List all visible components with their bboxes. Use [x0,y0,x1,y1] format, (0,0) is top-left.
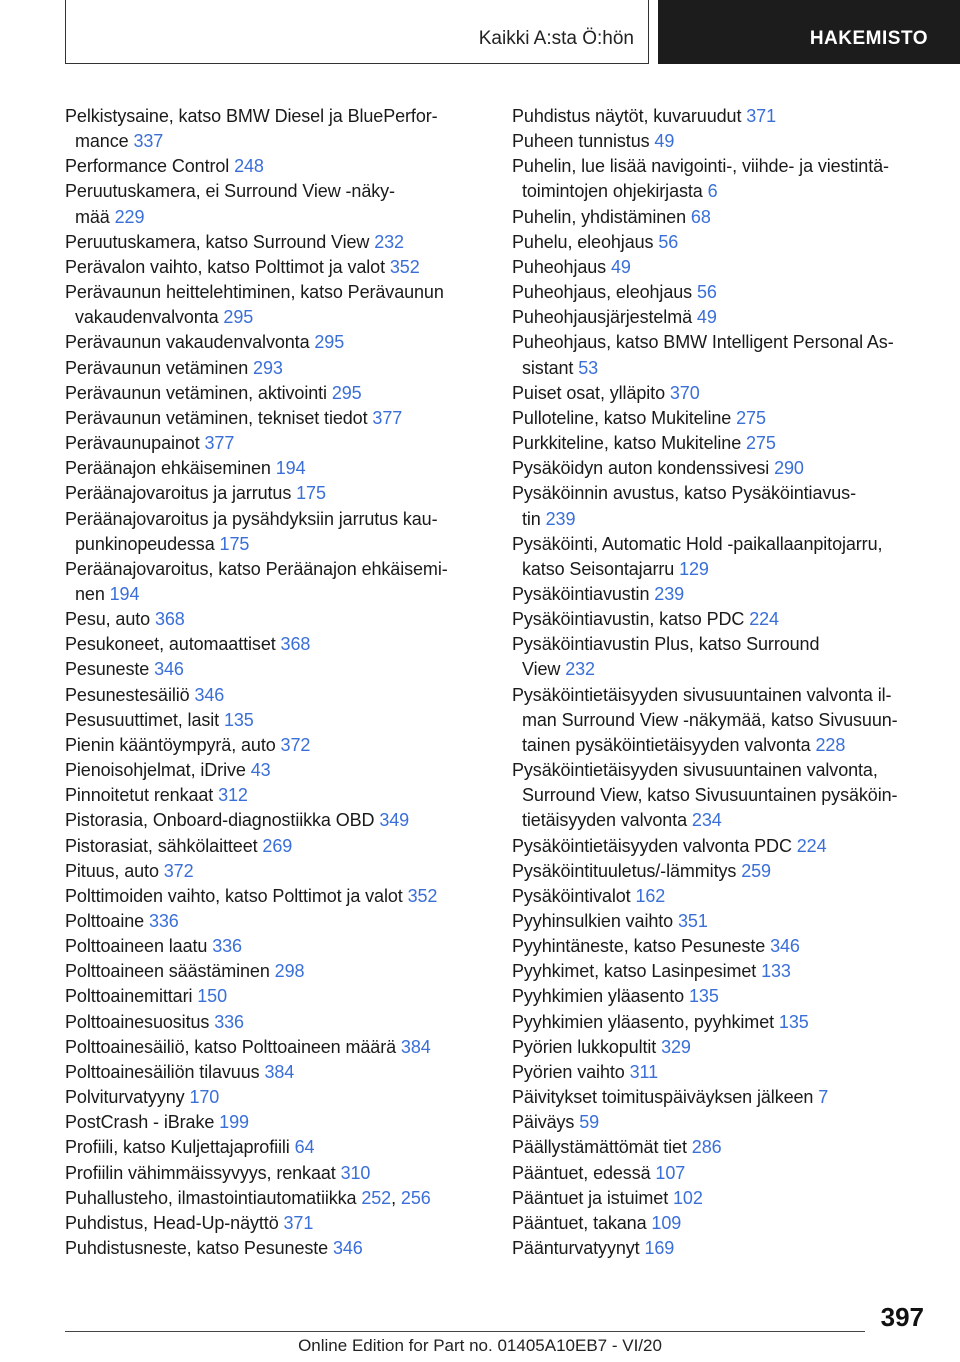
page-link[interactable]: 175 [296,483,326,504]
page-link[interactable]: 169 [644,1238,675,1259]
index-entry-term: Perävaunupainot [65,433,205,454]
page-link[interactable]: 229 [114,206,145,227]
index-entry [65,632,480,657]
index-entry [65,1211,480,1236]
index-entry-term: Pyyhkimien yläasento [512,986,689,1007]
page-link[interactable]: 7 [818,1087,829,1108]
index-entry-term: Pituus, auto [65,860,164,881]
index-entry [65,230,480,255]
index-entry-term: Pysäköintietäisyyden sivusuuntainen valvonta, Surround View, katso Sivusuuntainen pysäköin- tietäisyyden valvonta [512,760,898,831]
index-entry-term: Peräänajovaroitus, katso Peräänajon ehkäisemi- nen [65,558,448,604]
index-entry-term: Päänturvatyynyt [512,1238,645,1259]
index-entry-term: Päivitykset toimituspäiväyksen jälkeen [512,1087,819,1108]
page-link[interactable]: 109 [651,1212,682,1233]
page-link[interactable]: 107 [655,1162,686,1183]
footer-divider [65,1331,865,1332]
index-entry-term: Polttoaineen laatu [65,936,213,957]
index-entry [512,1010,932,1035]
index-entry [512,984,932,1009]
index-entry-term: Perävalon vaihto, katso Polttimot ja valot [65,256,390,277]
index-tab-label: HAKEMISTO [809,28,928,49]
index-entry-term: Puiset osat, ylläpito [512,382,670,403]
page-link[interactable]: 53 [578,357,599,378]
index-entry [65,154,480,179]
index-entry-term: Pysäköintituuletus/-lämmitys [512,860,742,881]
index-entry [65,859,480,884]
index-entry-term: Perävaunun vetäminen [65,357,254,378]
page-link[interactable]: 49 [610,256,631,277]
index-entry [65,758,480,783]
index-entry-term: Puhelu, eleohjaus [512,231,659,252]
index-entry [512,406,932,431]
index-entry [512,607,932,632]
index-entry [65,456,480,481]
index-entry [65,280,480,330]
index-entry [65,1010,480,1035]
page-link[interactable]: 129 [679,558,709,579]
section-tab-label: Kaikki A:sta Ö:hön [478,28,634,49]
index-entry-term: Peräänajon ehkäiseminen [65,458,276,479]
page-link[interactable]: 346 [194,684,225,705]
index-entry-term: Polttoainesäiliö, katso Polttoaineen määrä [65,1036,401,1057]
index-entry [512,481,932,531]
index-entry-term: Pysäköintietäisyyden valvonta PDC [512,835,797,856]
index-entry: Puhallusteho, ilmastointiautomatiikka 252, 256 [65,1187,431,1208]
page-link[interactable]: 295 [331,382,362,403]
index-entry [65,255,480,280]
index-entry-term: Pyyhintäneste, katso Pesuneste [512,936,771,957]
page-link[interactable]: 135 [223,709,254,730]
index-entry [65,381,480,406]
page-link[interactable]: 135 [689,986,719,1007]
index-entry [512,431,932,456]
page-link[interactable]: 239 [654,583,685,604]
index-entry [512,1035,932,1060]
index-entry [65,783,480,808]
index-entry [512,205,932,230]
page-link[interactable]: 377 [372,407,403,428]
index-entry-term: Puhelin, yhdistäminen [512,206,691,227]
page-link[interactable]: 295 [314,332,345,353]
page-link[interactable]: 6 [707,181,718,202]
index-entry-term: Pysäköinti, Automatic Hold -paikallaanpitojarru, katso Seisontajarru [512,533,883,579]
index-entry-term: Pysäköidyn auton kondenssivesi [512,458,775,479]
index-entry [512,1060,932,1085]
index-entry-term: Puhdistus näytöt, kuvaruudut [512,106,747,126]
index-entry [65,808,480,833]
page-link[interactable]: 352 [407,885,438,906]
index-entry-term: Pesuneste [65,659,155,680]
index-entry [512,532,932,582]
index-entry [65,708,480,733]
page-link[interactable]: 337 [133,131,164,152]
page-link[interactable]: 346 [770,936,800,957]
page-link[interactable]: 311 [629,1061,658,1082]
page-link[interactable]: 372 [163,860,194,881]
index-entry-term: Peräänajovaroitus ja jarrutus [65,483,297,504]
index-entry [65,959,480,984]
index-entry [512,104,932,129]
index-entry [65,1085,480,1110]
page-link[interactable]: 377 [204,433,235,454]
index-entry-term: Pääntuet, edessä [512,1162,656,1183]
index-entry-term: Pysäköintivalot [512,885,636,906]
index-entry [65,1236,480,1261]
index-entry [65,330,480,355]
index-column-left [65,104,480,1261]
page-link[interactable]: 68 [690,206,711,227]
index-entry-term: Pääntuet ja istuimet [512,1187,673,1208]
index-entry-term: Puhelin, lue lisää navigointi-, viihde- ja viestintä- toimintojen ohjekirjasta [512,156,889,202]
index-entry [512,330,932,380]
page-link[interactable]: 239 [545,508,576,529]
index-entry-term: Perävaunun vakaudenvalvonta [65,332,315,353]
index-entry-term: Peruutuskamera, katso Surround View [65,231,375,252]
index-entry [512,129,932,154]
index-entry [512,582,932,607]
page-link[interactable]: 49 [654,131,675,152]
index-entry-term: Puheohjaus, eleohjaus [512,282,697,303]
index-entry-term: Pääntuet, takana [512,1212,652,1233]
index-entry [512,255,932,280]
page-link[interactable]: 43 [250,760,271,781]
index-entry-term: Perävaunun heittelehtiminen, katso Perävaunun vakaudenvalvonta [65,282,444,328]
index-entry [65,1135,480,1160]
page-link[interactable]: 228 [815,734,846,755]
index-entry [65,607,480,632]
index-entry [512,934,932,959]
index-entry [512,1135,932,1160]
index-entry-term: Pistorasia, Onboard-diagnostiikka OBD [65,810,380,831]
page-link[interactable]: 194 [109,583,140,604]
index-entry-term: Pyyhkimien yläasento, pyyhkimet [512,1011,779,1032]
index-entry [512,859,932,884]
index-entry-term: Peräänajovaroitus ja pysähdyksiin jarrutus kau- punkinopeudessa [65,508,438,554]
index-entry [512,884,932,909]
index-entry-term: Päällystämättömät tiet [512,1137,692,1158]
index-entry-term: Puhdistusneste, katso Pesuneste [65,1238,333,1259]
page-link[interactable]: 346 [332,1238,363,1259]
index-entry-term: Pienin kääntöympyrä, auto [65,734,281,755]
index-entry [512,909,932,934]
index-entry [512,959,932,984]
page-link[interactable]: 252 [361,1187,392,1208]
page-link[interactable]: 310 [340,1162,371,1183]
index-entry-term: Pysäköintietäisyyden sivusuuntainen valvonta il- man Surround View -näkymää, katso Sivusuun- tainen pysäköintietäisyyden valvonta [512,684,898,755]
index-column-right [512,104,932,1261]
page-number: 397 [880,1302,924,1332]
index-entry-term: Polttoaine [65,911,149,931]
index-entry [65,1060,480,1085]
page-link[interactable]: 384 [400,1036,431,1057]
index-entry [512,1186,932,1211]
index-entry [512,230,932,255]
page-link[interactable]: 329 [661,1036,691,1057]
index-entry [65,1035,480,1060]
page-link[interactable]: 368 [154,609,185,630]
index-entry-term: Purkkiteline, katso Mukiteline [512,433,747,454]
section-tab[interactable] [65,0,649,64]
index-entry [65,431,480,456]
page-link[interactable]: 162 [635,885,666,906]
index-entry-term: Perävaunun vetäminen, aktivointi [65,382,332,403]
index-entry [65,884,480,909]
index-entry-term: Pienoisohjelmat, iDrive [65,760,251,781]
index-entry-term: Pesukoneet, automaattiset [65,634,281,655]
index-entry-term: Perävaunun vetäminen, tekniset tiedot [65,407,373,428]
page-link[interactable]: 286 [691,1137,722,1158]
index-entry [65,834,480,859]
index-entry [65,683,480,708]
page-link[interactable]: 368 [280,634,311,655]
page-link[interactable]: 384 [264,1061,295,1082]
page-link[interactable]: 346 [154,659,184,680]
index-entry [512,834,932,859]
index-entry-term: Polttoainesuositus [65,1011,215,1032]
page-link[interactable]: 336 [212,936,242,957]
index-entry [65,507,480,557]
index-entry [512,381,932,406]
page-link[interactable]: 371 [746,106,776,126]
index-entry [65,557,480,607]
page-link[interactable]: 336 [148,911,179,931]
index-entry [65,406,480,431]
page-link[interactable]: 194 [275,458,306,479]
page-link[interactable]: 102 [673,1187,703,1208]
index-entry-term: Pyörien vaihto [512,1061,630,1082]
page-link[interactable]: 150 [197,986,227,1007]
index-entry-term: Pysäköinnin avustus, katso Pysäköintiavus- tin [512,483,856,529]
page-link[interactable]: 372 [280,734,311,755]
index-entry [65,481,480,506]
page-link[interactable]: 56 [696,282,717,303]
page-link[interactable]: 224 [796,835,827,856]
page-link[interactable]: 232 [374,231,404,252]
page-link[interactable]: 49 [696,307,717,328]
page-link[interactable]: 290 [774,458,804,479]
page-link[interactable]: 256 [400,1187,431,1208]
index-entry [512,456,932,481]
index-entry [512,758,932,833]
index-entry [65,1110,480,1135]
index-entry [512,154,932,204]
index-entry [512,1110,932,1135]
page-link[interactable]: 259 [741,860,771,881]
page-link[interactable]: 234 [691,810,722,831]
index-entry-term: Pyyhkimet, katso Lasinpesimet [512,961,762,982]
index-entry [65,179,480,229]
index-entry-term: Puhallusteho, ilmastointiautomatiikka [65,1187,362,1208]
page-link[interactable]: 64 [294,1137,315,1158]
page-link[interactable]: 135 [778,1011,809,1032]
page-link[interactable]: 352 [389,256,420,277]
page-link[interactable]: 170 [189,1087,220,1108]
page-link[interactable]: 248 [234,156,264,177]
index-entry-term: Puheen tunnistus [512,131,655,152]
index-entry-term: Puheohjaus, katso BMW Intelligent Personal As- sistant [512,332,894,378]
index-entry-term: Pistorasiat, sähkölaitteet [65,835,263,856]
page-link[interactable]: 275 [746,433,776,454]
index-entry [512,1085,932,1110]
index-entry-term: Pelkistysaine, katso BMW Diesel ja BluePerfor- mance [65,106,438,152]
index-entry [65,356,480,381]
index-entry [65,984,480,1009]
index-entry-term: Profiili, katso Kuljettajaprofiili [65,1137,295,1158]
index-entry-term: Pyörien lukkopultit [512,1036,662,1057]
index-entry [512,683,932,758]
index-entry-term: Pysäköintiavustin [512,583,655,604]
page-link[interactable]: 370 [669,382,700,403]
page-link[interactable]: 349 [379,810,410,831]
page-link[interactable]: 175 [219,533,250,554]
index-entry-term: Puhdistus, Head-Up-näyttö [65,1212,284,1233]
page-link[interactable]: 232 [565,659,595,680]
page-link[interactable]: 298 [274,961,305,982]
index-entry-term: Polttimoiden vaihto, katso Polttimot ja valot [65,885,408,906]
index-entry-term: Päiväys [512,1112,580,1133]
index-entry-term: Pesu, auto [65,609,155,630]
page-link[interactable]: 275 [736,407,766,428]
index-entry-term: Pesunestesäiliö [65,684,195,705]
index-entry-term: Pulloteline, katso Mukiteline [512,407,737,428]
page-link[interactable]: 312 [218,785,248,806]
index-entry-term: Polttoainemittari [65,986,198,1007]
index-entry [65,1161,480,1186]
index-entry [512,280,932,305]
index-entry-term: Pyyhinsulkien vaihto [512,911,678,931]
page-link[interactable]: 224 [749,609,779,630]
index-entry [512,632,932,682]
page-link[interactable]: 199 [219,1112,249,1133]
index-entry [512,1236,932,1261]
index-entry-term: Performance Control [65,156,235,177]
index-entry-term: Pinnoitetut renkaat [65,785,219,806]
index-entry-term: Pysäköintiavustin Plus, katso Surround View [512,634,820,680]
page-link[interactable]: 269 [262,835,293,856]
page-link[interactable]: 336 [214,1011,244,1032]
index-entry-term: Polttoainesäiliön tilavuus [65,1061,265,1082]
footer-edition: Online Edition for Part no. 01405A10EB7 - VI/20 [298,1336,662,1355]
index-entry [65,104,480,154]
index-entry-term: Polttoaineen säästäminen [65,961,275,982]
index-entry-term: Puheohjaus [512,256,611,277]
index-entry-term: Peruutuskamera, ei Surround View -näky- mää [65,181,395,227]
index-tab[interactable] [658,0,960,64]
index-entry [65,934,480,959]
page-link[interactable]: 371 [283,1212,314,1233]
index-entry [512,305,932,330]
page-link[interactable]: 133 [761,961,791,982]
page-link[interactable]: 295 [223,307,254,328]
index-entry-term: PostCrash - iBrake [65,1112,220,1133]
index-entry-term: Pysäköintiavustin, katso PDC [512,609,750,630]
page-link[interactable]: 351 [678,911,708,931]
page-link[interactable]: 56 [658,231,679,252]
index-entry [512,1161,932,1186]
index-entry [65,733,480,758]
index-entry-term: Puheohjausjärjestelmä [512,307,697,328]
index-entry [512,1211,932,1236]
page-link[interactable]: 59 [579,1112,600,1133]
index-entry-term: Profiilin vähimmäissyvyys, renkaat [65,1162,341,1183]
index-entry [65,909,480,934]
index-entry-term: Pesusuuttimet, lasit [65,709,224,730]
index-entry-term: Polviturvatyyny [65,1087,190,1108]
index-entry [65,657,480,682]
page-link[interactable]: 293 [253,357,283,378]
